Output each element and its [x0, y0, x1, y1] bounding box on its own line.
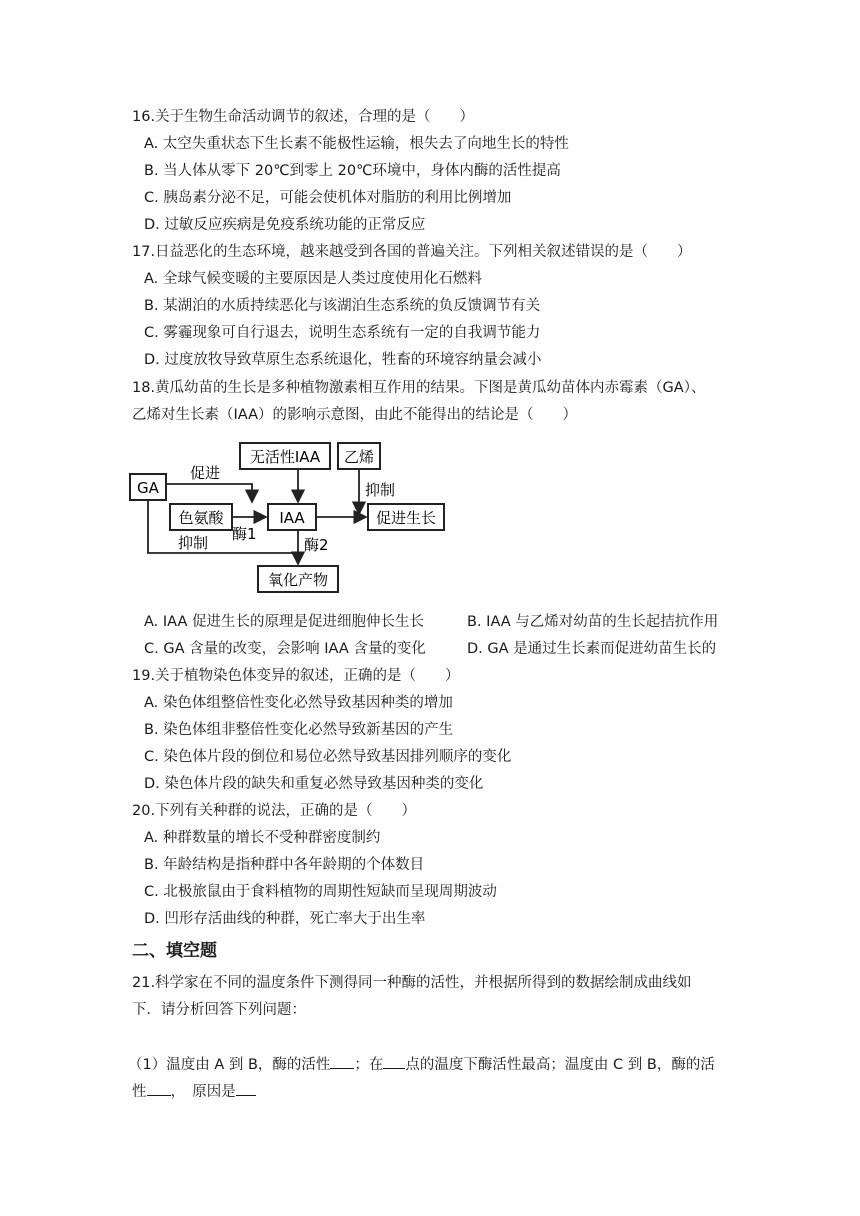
blank-1[interactable]	[330, 1054, 354, 1069]
oxidation-product-label: 氧化产物	[267, 571, 329, 589]
q17-option-b: B. 某湖泊的水质持续恶化与该湖泊生态系统的负反馈调节有关	[144, 298, 541, 314]
q17-option-a: A. 全球气候变暖的主要原因是人类过度使用化石燃料	[144, 271, 482, 287]
q17-stem: 17.日益恶化的生态环境，越来越受到各国的普遍关注。下列相关叙述错误的是（ ）	[132, 244, 692, 260]
q16-option-a: A. 太空失重状态下生长素不能极性运输，根失去了向地生长的特性	[144, 136, 569, 152]
q16-stem: 16.关于生物生命活动调节的叙述，合理的是（ ）	[132, 109, 475, 125]
q18-option-c: C. GA 含量的改变，会影响 IAA 含量的变化	[144, 641, 426, 657]
blank-4[interactable]	[236, 1081, 256, 1096]
q21-text-a: （1）温度由 A 到 B，酶的活性	[128, 1057, 331, 1073]
q18-option-a: A. IAA 促进生长的原理是促进细胞伸长生长	[144, 614, 425, 630]
q19-option-b: B. 染色体组非整倍性变化必然导致新基因的产生	[144, 722, 454, 738]
hormone-diagram	[128, 436, 458, 596]
inhibit-bottom-label: 抑制	[178, 534, 209, 552]
q16-option-c: C. 胰岛素分泌不足，可能会使机体对脂肪的利用比例增加	[144, 190, 512, 206]
q17-option-d: D. 过度放牧导致草原生态系统退化，牲畜的环境容纳量会减小	[144, 352, 542, 368]
section-heading: 二、填空题	[132, 941, 217, 961]
ga-promote-arrow	[166, 484, 252, 502]
q18-stem-line1: 18.黄瓜幼苗的生长是多种植物激素相互作用的结果。下图是黄瓜幼苗体内赤霉素（GA）、	[132, 380, 706, 396]
q18-option-b: B. IAA 与乙烯对幼苗的生长起拮抗作用	[467, 614, 719, 630]
q21-text-b: ；在	[354, 1057, 384, 1073]
q19-option-c: C. 染色体片段的倒位和易位必然导致基因排列顺序的变化	[144, 749, 512, 765]
q16-option-d: D. 过敏反应疾病是免疫系统功能的正常反应	[144, 217, 426, 233]
blank-3[interactable]	[147, 1081, 171, 1096]
q19-option-d: D. 染色体片段的缺失和重复必然导致基因种类的变化	[144, 776, 484, 792]
q20-option-d: D. 凹形存活曲线的种群，死亡率大于出生率	[144, 911, 426, 927]
enzyme2-label: 酶2	[304, 536, 329, 554]
q17-option-c: C. 雾霾现象可自行退去，说明生态系统有一定的自我调节能力	[144, 325, 541, 341]
q19-option-a: A. 染色体组整倍性变化必然导致基因种类的增加	[144, 695, 453, 711]
ethylene-label: 乙烯	[343, 448, 375, 466]
q19-stem: 19.关于植物染色体变异的叙述，正确的是（ ）	[132, 668, 460, 684]
q20-option-b: B. 年龄结构是指种群中各年龄期的个体数目	[144, 857, 425, 873]
enzyme1-label: 酶1	[232, 525, 257, 543]
q20-option-c: C. 北极旅鼠由于食料植物的周期性短缺而呈现周期波动	[144, 884, 497, 900]
promote-growth-label: 促进生长	[375, 509, 437, 527]
q20-option-a: A. 种群数量的增长不受种群密度制约	[144, 830, 381, 846]
q21-stem-line2: 下．请分析回答下列问题：	[132, 1002, 306, 1018]
q21-part1-line2	[132, 1081, 256, 1102]
q21-text-e: ， 原因是	[170, 1084, 236, 1100]
blank-2[interactable]	[383, 1054, 405, 1069]
q18-option-d: D. GA 是通过生长素而促进幼苗生长的	[467, 641, 717, 657]
q16-option-b: B. 当人体从零下 20℃到零上 20℃环境中，身体内酶的活性提高	[144, 163, 561, 179]
promote-label: 促进	[190, 464, 221, 482]
tryptophan-label: 色氨酸	[178, 509, 224, 527]
q21-text-d: 性	[132, 1084, 147, 1100]
inactive-iaa-label: 无活性IAA	[249, 448, 321, 466]
q21-text-c: 点的温度下酶活性最高；温度由 C 到 B，酶的活	[405, 1057, 715, 1073]
iaa-label: IAA	[279, 509, 305, 527]
q20-stem: 20.下列有关种群的说法，正确的是（ ）	[132, 803, 417, 819]
q18-stem-line2: 乙烯对生长素（IAA）的影响示意图，由此不能得出的结论是（ ）	[132, 407, 578, 423]
ga-label: GA	[137, 479, 159, 497]
inhibit-top-label: 抑制	[365, 481, 396, 499]
q21-stem-line1: 21.科学家在不同的温度条件下测得同一种酶的活性，并根据所得到的数据绘制成曲线如	[132, 975, 692, 991]
q21-part1-line1	[128, 1054, 715, 1075]
